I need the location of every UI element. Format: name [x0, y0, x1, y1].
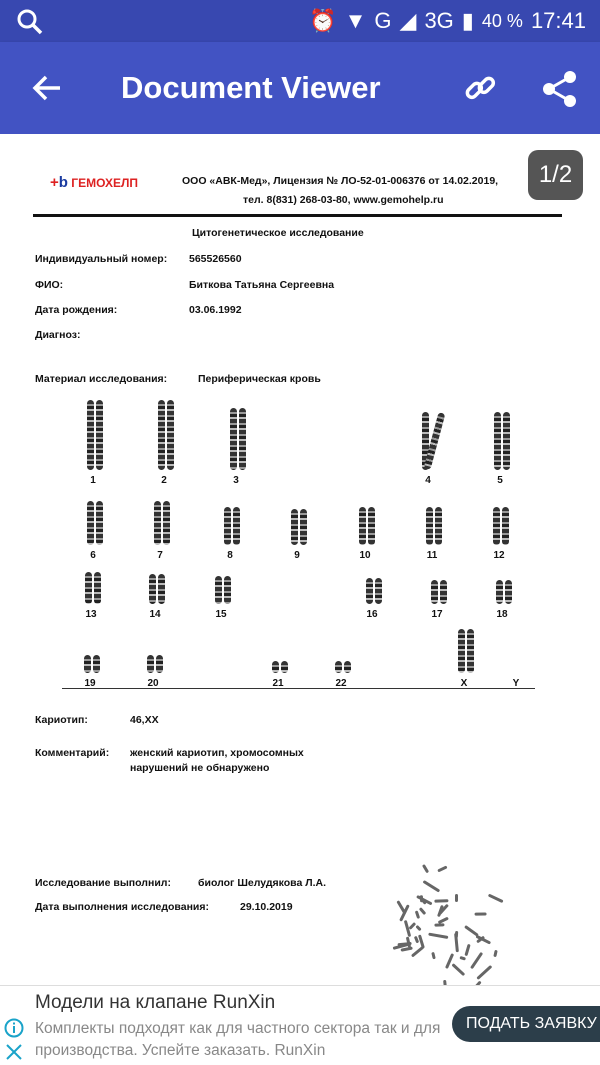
chromosome	[359, 507, 366, 545]
metaphase-chromosome	[435, 900, 449, 904]
chromosome-label: 9	[294, 550, 300, 561]
chromosome	[281, 661, 288, 673]
header-line-2: тел. 8(831) 268-03-80, www.gemohelp.ru	[243, 194, 444, 206]
chromosome	[503, 412, 510, 470]
chromosome	[366, 578, 373, 604]
metaphase-chromosome	[465, 925, 480, 937]
chromosome	[224, 576, 231, 604]
chromosome	[84, 655, 91, 673]
chromosome-label: 10	[359, 550, 371, 561]
alarm-icon: ⏰	[309, 8, 337, 33]
chromosome	[167, 400, 174, 470]
chromosome-label: 22	[335, 678, 347, 689]
info-icon[interactable]	[4, 1018, 24, 1038]
chromosome	[87, 501, 94, 545]
chromosome	[335, 661, 342, 673]
date-label: Дата выполнения исследования:	[35, 901, 209, 913]
field-label: Индивидуальный номер:	[35, 253, 168, 265]
chromosome-label: 17	[431, 609, 443, 620]
metaphase-chromosome	[455, 931, 458, 938]
chromosome-label: 3	[233, 475, 239, 486]
chromosome	[239, 408, 246, 470]
chromosome	[215, 576, 222, 604]
logo: +b ГЕМОХЕЛП	[50, 174, 139, 191]
metaphase-chromosome	[438, 866, 448, 873]
chromosome	[233, 507, 240, 545]
karyotype-value: 46,XX	[130, 714, 159, 726]
metaphase-chromosome	[459, 955, 466, 960]
chromosome	[458, 629, 465, 673]
app-title: Document Viewer	[121, 70, 381, 105]
metaphase-chromosome	[422, 864, 429, 873]
chromosome-label: 6	[90, 550, 96, 561]
performer-value: биолог Шелудякова Л.А.	[198, 877, 327, 889]
wifi-icon: ▼	[344, 8, 367, 33]
metaphase-chromosome	[423, 880, 440, 892]
chromosome	[93, 655, 100, 673]
chromosome	[149, 574, 156, 604]
ad-banner[interactable]	[0, 985, 600, 1065]
date-value: 29.10.2019	[240, 901, 293, 913]
chromosome-label: 16	[366, 609, 378, 620]
chromosome-label: 1	[90, 475, 96, 486]
metaphase-chromosome	[415, 911, 420, 919]
chromosome	[368, 507, 375, 545]
chromosome-label: Y	[512, 678, 520, 689]
material-value: Периферическая кровь	[198, 373, 321, 385]
chromosome-label: 7	[157, 550, 163, 561]
metaphase-chromosome	[493, 949, 497, 957]
chromosome	[85, 572, 92, 604]
metaphase-chromosome	[470, 952, 483, 970]
document-page	[0, 134, 600, 984]
karyotype-label: Кариотип:	[35, 714, 88, 726]
chromosome-label: 19	[84, 678, 96, 689]
material-label: Материал исследования:	[35, 373, 168, 385]
chromosome	[375, 578, 382, 604]
chromosome-label: 11	[426, 550, 438, 561]
chromosome	[224, 507, 231, 545]
chromosome-label: 4	[425, 475, 431, 486]
ad-title[interactable]: Модели на клапане RunXin	[35, 992, 276, 1013]
chromosome	[158, 400, 165, 470]
chromosome-label: 21	[272, 678, 284, 689]
chromosome	[163, 501, 170, 545]
chromosome-label: 18	[496, 609, 508, 620]
chromosome	[230, 408, 237, 470]
chromosome	[300, 509, 307, 545]
metaphase-chromosome	[452, 963, 465, 976]
chromosome-label: 8	[227, 550, 233, 561]
chromosome-label: 5	[497, 475, 503, 486]
field-label: Диагноз:	[35, 329, 81, 341]
network-label: 3G	[424, 8, 454, 33]
clock: 17:41	[530, 8, 586, 33]
chromosome	[502, 507, 509, 545]
share-icon[interactable]	[541, 70, 579, 108]
chromosome	[493, 507, 500, 545]
chromosome-label: 14	[149, 609, 161, 620]
comment-line-1: женский кариотип, хромосомных	[130, 747, 304, 759]
chromosome	[494, 412, 501, 470]
search-icon[interactable]	[16, 8, 44, 36]
metaphase-image	[380, 839, 520, 1004]
chromosome-label: 13	[85, 609, 97, 620]
chromosome	[496, 580, 503, 604]
metaphase-chromosome	[455, 894, 458, 902]
field-label: ФИО:	[35, 279, 64, 291]
link-icon[interactable]	[463, 71, 497, 105]
back-arrow-icon[interactable]	[32, 74, 62, 102]
chromosome	[344, 661, 351, 673]
chromosome	[431, 580, 438, 604]
submit-request-button[interactable]: ПОДАТЬ ЗАЯВКУ	[452, 1006, 600, 1042]
chromosome	[291, 509, 298, 545]
field-value: 565526560	[189, 253, 242, 265]
field-value: Биткова Татьяна Сергеевна	[189, 279, 335, 291]
chromosome	[96, 501, 103, 545]
field-label: Дата рождения:	[35, 304, 118, 316]
chromosome	[87, 400, 94, 470]
ad-body[interactable]: Комплекты подходят как для частного сектора так и для производства. Успейте заказать. RunXin	[35, 1020, 441, 1059]
header-divider	[33, 214, 562, 217]
metaphase-chromosome	[465, 944, 471, 957]
metaphase-chromosome	[420, 895, 423, 902]
status-bar	[0, 0, 600, 42]
signal-label: G	[374, 8, 392, 33]
chromosome-label: 15	[215, 609, 227, 620]
metaphase-chromosome	[431, 952, 436, 960]
chromosome	[96, 400, 103, 470]
chromosome	[435, 507, 442, 545]
chromosome	[426, 507, 433, 545]
header-line-1: ООО «АВК-Мед», Лицензия № ЛО-52-01-006376 от 14.02.2019,	[182, 175, 499, 187]
chromosome	[154, 501, 161, 545]
metaphase-chromosome	[415, 925, 421, 931]
chromosome	[505, 580, 512, 604]
signal-icon: ◢	[399, 8, 417, 33]
chromosome	[440, 580, 447, 604]
close-icon[interactable]	[5, 1043, 23, 1061]
chromosome-label: 2	[161, 475, 167, 486]
metaphase-chromosome	[487, 893, 503, 903]
metaphase-chromosome	[428, 933, 448, 939]
battery-level: 40 %	[481, 10, 523, 31]
metaphase-chromosome	[474, 912, 486, 915]
chromosome	[272, 661, 279, 673]
chromosome	[156, 655, 163, 673]
page-indicator: 1/2	[528, 150, 583, 200]
chromosome	[94, 572, 101, 604]
comment-line-2: нарушений не обнаружено	[130, 762, 270, 774]
metaphase-chromosome	[435, 923, 445, 926]
chromosome	[158, 574, 165, 604]
metaphase-chromosome	[477, 965, 493, 980]
chromosome-label: 12	[493, 550, 505, 561]
comment-label: Комментарий:	[35, 747, 110, 759]
chromosome	[467, 629, 474, 673]
performer-label: Исследование выполнил:	[35, 877, 171, 889]
chromosome-label: 20	[147, 678, 159, 689]
metaphase-chromosome	[419, 907, 427, 915]
field-value: 03.06.1992	[189, 304, 242, 316]
chromosome-label: X	[460, 678, 468, 689]
document-title: Цитогенетическое исследование	[192, 227, 364, 239]
chromosome	[147, 655, 154, 673]
battery-icon: ▮	[461, 8, 474, 33]
app-toolbar	[0, 42, 600, 134]
